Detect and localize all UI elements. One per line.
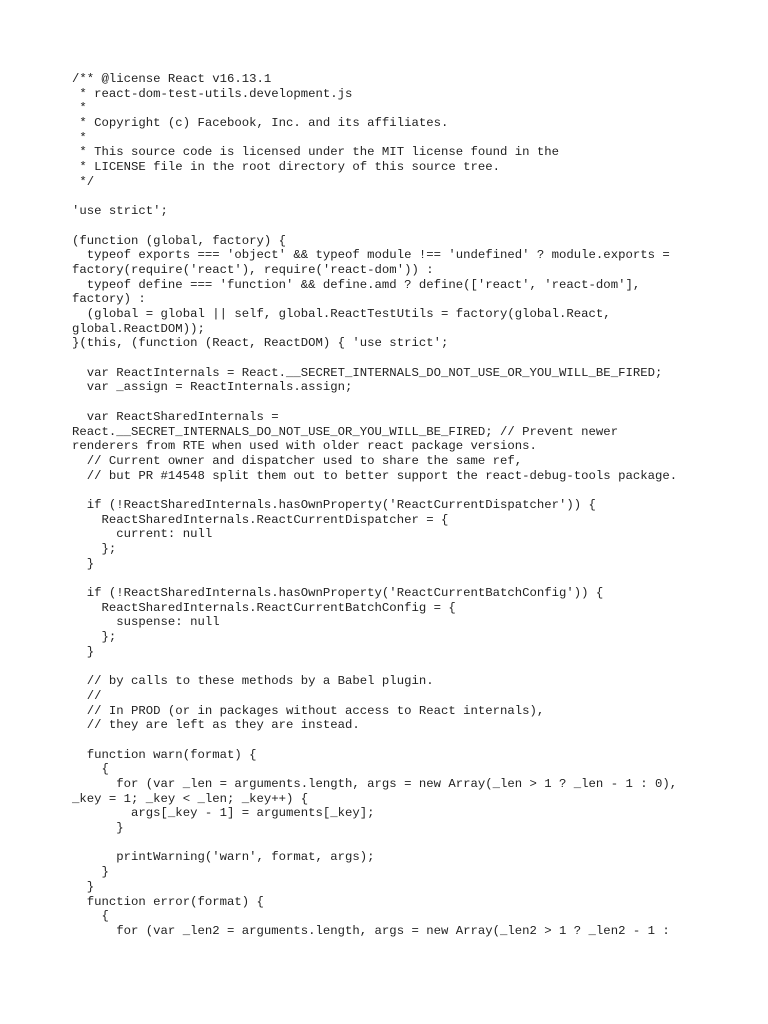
code-line: function warn(format) { [72, 747, 257, 762]
code-line [72, 219, 677, 234]
code-line: * react-dom-test-utils.development.js [72, 86, 353, 101]
code-line: * Copyright (c) Facebook, Inc. and its affiliates. [72, 116, 449, 131]
code-line: 'use strict'; [72, 204, 168, 219]
code-line [72, 483, 677, 498]
code-line: * This source code is licensed under the MIT license found in the [72, 145, 560, 160]
code-line [72, 660, 677, 675]
code-line: typeof define === 'function' && define.amd ? define(['react', 'react-dom'], [72, 277, 641, 292]
code-line: ReactSharedInternals.ReactCurrentBatchConfig = { [72, 600, 456, 615]
code-line: { [72, 762, 109, 777]
code-line: // but PR #14548 split them out to better support the react-debug-tools package. [72, 468, 678, 483]
code-line: { [72, 909, 109, 924]
code-line: if (!ReactSharedInternals.hasOwnProperty('ReactCurrentBatchConfig')) { [72, 586, 604, 601]
code-line: */ [72, 174, 95, 189]
code-line: // In PROD (or in packages without access to React internals), [72, 703, 545, 718]
code-line: var ReactInternals = React.__SECRET_INTERNALS_DO_NOT_USE_OR_YOU_WILL_BE_FIRED; [72, 365, 663, 380]
code-line: renderers from RTE when used with older react package versions. [72, 439, 537, 454]
code-line [72, 733, 677, 748]
code-line: // [72, 688, 102, 703]
code-line: }; [72, 630, 117, 645]
code-line: } [72, 821, 124, 836]
code-line: suspense: null [72, 615, 220, 630]
code-line: current: null [72, 527, 213, 542]
code-line: var _assign = ReactInternals.assign; [72, 380, 353, 395]
code-line: } [72, 865, 109, 880]
code-line: // by calls to these methods by a Babel plugin. [72, 674, 434, 689]
code-line: * [72, 130, 87, 145]
code-line: var ReactSharedInternals = [72, 409, 279, 424]
code-line: factory(require('react'), require('react-dom')) : [72, 262, 434, 277]
code-line: for (var _len = arguments.length, args = new Array(_len > 1 ? _len - 1 : 0), [72, 777, 678, 791]
code-line: args[_key - 1] = arguments[_key]; [72, 806, 375, 821]
code-line: }(this, (function (React, ReactDOM) { 'use strict'; [72, 336, 449, 351]
code-line: if (!ReactSharedInternals.hasOwnProperty('ReactCurrentDispatcher')) { [72, 497, 596, 512]
code-line [72, 351, 677, 366]
code-line: /** @license React v16.13.1 [72, 72, 272, 86]
code-line [72, 395, 677, 410]
code-line: function error(format) { [72, 894, 264, 909]
code-line: ReactSharedInternals.ReactCurrentDispatcher = { [72, 512, 449, 527]
code-line [72, 836, 677, 851]
code-line: typeof exports === 'object' && typeof module !== 'undefined' ? module.exports = [72, 248, 670, 263]
code-line [72, 571, 677, 586]
code-line: _key = 1; _key < _len; _key++) { [72, 791, 309, 806]
code-line: } [72, 556, 95, 571]
code-line: // Current owner and dispatcher used to share the same ref, [72, 453, 523, 468]
code-line: * LICENSE file in the root directory of this source tree. [72, 160, 501, 175]
code-line: global.ReactDOM)); [72, 321, 205, 336]
code-line [72, 190, 677, 205]
code-line: (function (global, factory) { [72, 233, 287, 248]
code-block [72, 72, 677, 939]
code-line: // they are left as they are instead. [72, 718, 360, 733]
code-line: for (var _len2 = arguments.length, args = new Array(_len2 > 1 ? _len2 - 1 : [72, 923, 670, 938]
code-line: factory) : [72, 292, 146, 307]
code-line: * [72, 101, 87, 116]
code-line: (global = global || self, global.ReactTestUtils = factory(global.React, [72, 307, 611, 321]
code-line: } [72, 644, 95, 659]
code-line: printWarning('warn', format, args); [72, 850, 375, 865]
code-line: } [72, 879, 95, 894]
code-line: React.__SECRET_INTERNALS_DO_NOT_USE_OR_YOU_WILL_BE_FIRED; // Prevent newer [72, 424, 619, 439]
code-line: }; [72, 542, 117, 556]
